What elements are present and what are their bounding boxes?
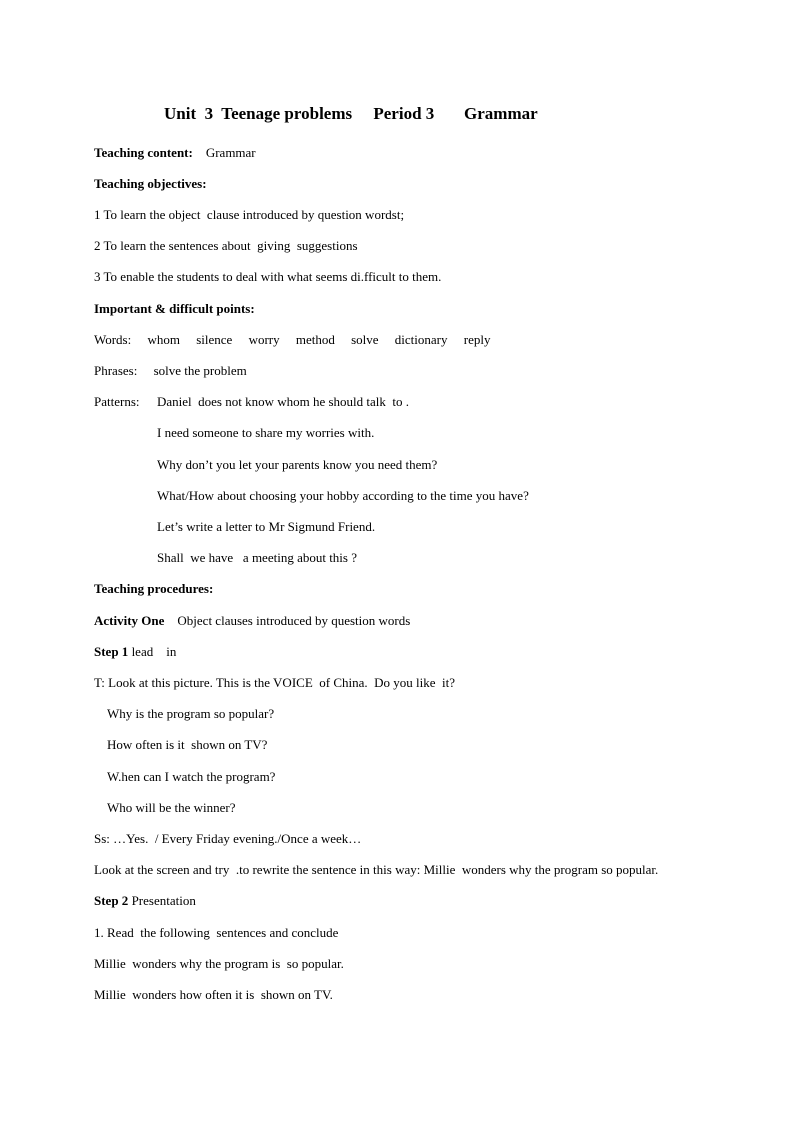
pattern-item: I need someone to share my worries with. [157, 425, 375, 440]
activity-one-text: Object clauses introduced by question words [177, 613, 411, 628]
words-line: Words: whom silence worry method solve dictionary reply [94, 332, 491, 347]
objective-item: 1 To learn the object clause introduced by question wordst; [94, 207, 405, 222]
read-item-line: 1. Read the following sentences and conclude [94, 925, 339, 940]
phrases-line: Phrases: solve the problem [94, 363, 247, 378]
patterns-label: Patterns: [94, 394, 140, 409]
instruction-line: Look at the screen and try .to rewrite the sentence in this way: Millie wonders why the program so popular. [94, 862, 659, 877]
teaching-content-label: Teaching content: [94, 145, 193, 160]
objective-item: 3 To enable the students to deal with what seems di.fficult to them. [94, 269, 442, 284]
objectives-heading: Teaching objectives: [94, 176, 207, 191]
step2-label: Step 2 [94, 893, 129, 908]
example-sentence: Millie wonders how often it is shown on TV. [94, 987, 333, 1002]
pattern-item: Why don’t you let your parents know you need them? [157, 457, 438, 472]
students-line: Ss: …Yes. / Every Friday evening./Once a week… [94, 831, 362, 846]
teaching-content-value: Grammar [205, 145, 256, 160]
step1-label: Step 1 [94, 644, 129, 659]
question-item: Who will be the winner? [107, 800, 236, 815]
activity-one-line [94, 613, 410, 629]
example-sentence: Millie wonders why the program is so popular. [94, 956, 344, 971]
question-item: W.hen can I watch the program? [107, 769, 276, 784]
pattern-item: Shall we have a meeting about this ? [157, 550, 358, 565]
pattern-item: What/How about choosing your hobby according to the time you have? [157, 488, 529, 503]
page-title: Unit 3 Teenage problems Period 3 Grammar [164, 104, 538, 123]
step2-line [94, 893, 196, 909]
pattern-item: Let’s write a letter to Mr Sigmund Friend. [157, 519, 376, 534]
objective-item: 2 To learn the sentences about giving suggestions [94, 238, 358, 253]
step2-text: Presentation [131, 893, 196, 908]
pattern-item: Daniel does not know whom he should talk to . [157, 394, 410, 409]
step1-text: lead in [131, 644, 177, 659]
question-item: How often is it shown on TV? [107, 737, 268, 752]
procedures-heading: Teaching procedures: [94, 581, 214, 596]
question-item: Why is the program so popular? [107, 706, 275, 721]
step1-line [94, 644, 176, 660]
teaching-content-line [94, 145, 256, 161]
activity-one-label: Activity One [94, 613, 165, 628]
teacher-line: T: Look at this picture. This is the VOICE of China. Do you like it? [94, 675, 456, 690]
important-points-heading: Important & difficult points: [94, 301, 255, 316]
